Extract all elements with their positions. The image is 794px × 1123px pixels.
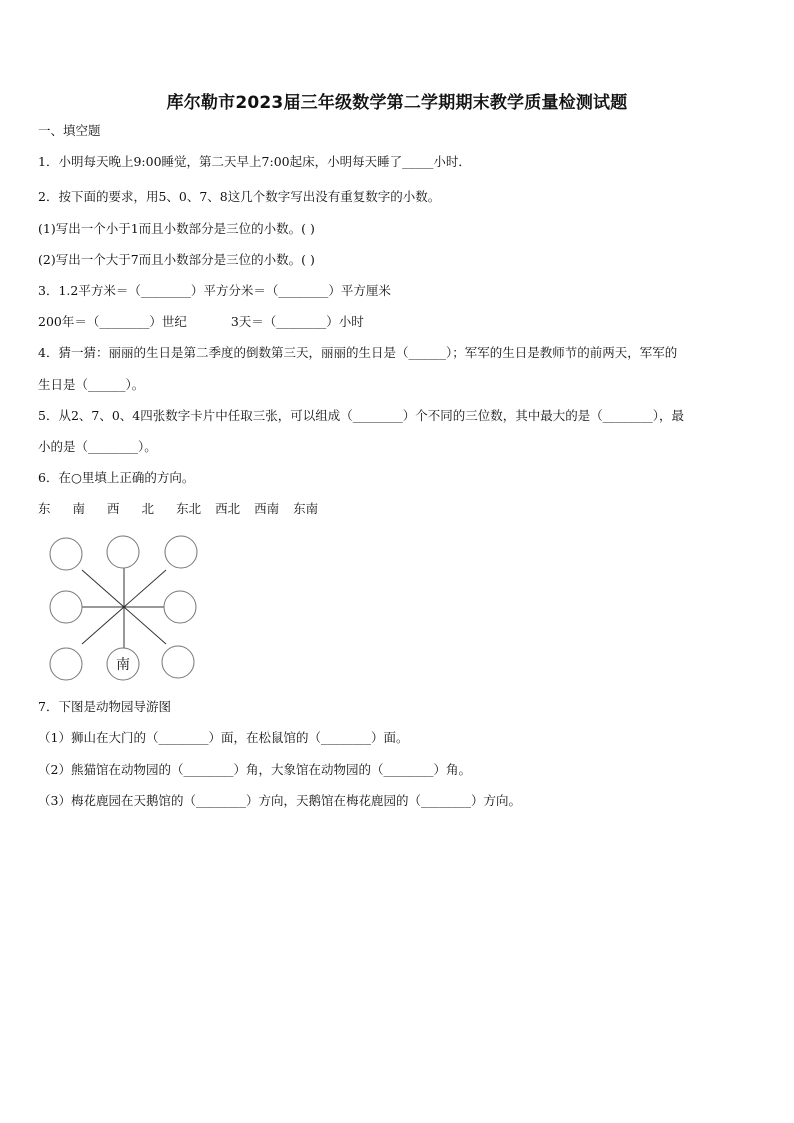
question-3-century: 200年＝（________）世纪 — [38, 314, 187, 329]
question-2-stem: 2．按下面的要求，用5、0、7、8这几个数字写出没有重复数字的小数。 — [38, 189, 441, 204]
direction-circle-west[interactable] — [50, 591, 82, 623]
compass-diagram — [44, 534, 204, 684]
question-4-line-2: 生日是（______）。 — [38, 377, 145, 392]
question-5-line-2: 小的是（________）。 — [38, 439, 157, 454]
direction-word: 西 — [107, 501, 120, 516]
question-2-part-1: (1)写出一个小于1而且小数部分是三位的小数。( ) — [38, 221, 315, 236]
question-5-line-1: 5．从2、7、0、4四张数字卡片中任取三张，可以组成（________）个不同的三位数，其中最大的是（________），最 — [38, 408, 685, 423]
question-7-part-3: （3）梅花鹿园在天鹅馆的（________）方向，天鹅馆在梅花鹿园的（________）方向。 — [38, 793, 521, 808]
question-1: 1．小明每天晚上9:00睡觉，第二天早上7:00起床，小明每天睡了_____小时． — [38, 154, 471, 169]
direction-word: 西南 — [254, 501, 280, 516]
direction-word: 西北 — [215, 501, 241, 516]
question-7-part-2: （2）熊猫馆在动物园的（________）角，大象馆在动物园的（________）角。 — [38, 762, 471, 777]
direction-circle-southwest[interactable] — [50, 648, 82, 680]
question-7-part-1: （1）狮山在大门的（________）面，在松鼠馆的（________）面。 — [38, 730, 409, 745]
direction-circle-northwest[interactable] — [50, 538, 82, 570]
page-title: 库尔勒市2023届三年级数学第二学期期末教学质量检测试题 — [166, 93, 628, 113]
direction-word: 东 — [38, 501, 51, 516]
direction-circle-east[interactable] — [164, 591, 196, 623]
question-3-hours: 3天＝（________）小时 — [230, 314, 364, 329]
direction-circle-northeast[interactable] — [165, 536, 197, 568]
question-3-line-1: 3．1.2平方米＝（________）平方分米＝（________）平方厘米 — [38, 283, 391, 298]
question-6-stem: 6．在○里填上正确的方向。 — [38, 470, 195, 485]
direction-circle-north[interactable] — [107, 536, 139, 568]
question-3-line-2 — [38, 312, 364, 330]
question-7-stem: 7．下图是动物园导游图 — [38, 699, 171, 714]
direction-word: 东北 — [176, 501, 202, 516]
south-label: 南 — [116, 657, 130, 673]
direction-word: 北 — [141, 501, 155, 516]
direction-circle-southeast[interactable] — [162, 646, 194, 678]
direction-word-list — [38, 499, 318, 517]
section-heading: 一、填空题 — [38, 123, 101, 138]
question-2-part-2: (2)写出一个大于7而且小数部分是三位的小数。( ) — [38, 252, 315, 267]
question-4-line-1: 4．猜一猜：丽丽的生日是第二季度的倒数第三天，丽丽的生日是（______）；军军的生日是教师节的前两天，军军的 — [38, 345, 678, 360]
direction-word: 南 — [72, 501, 86, 516]
direction-word: 东南 — [293, 501, 319, 516]
